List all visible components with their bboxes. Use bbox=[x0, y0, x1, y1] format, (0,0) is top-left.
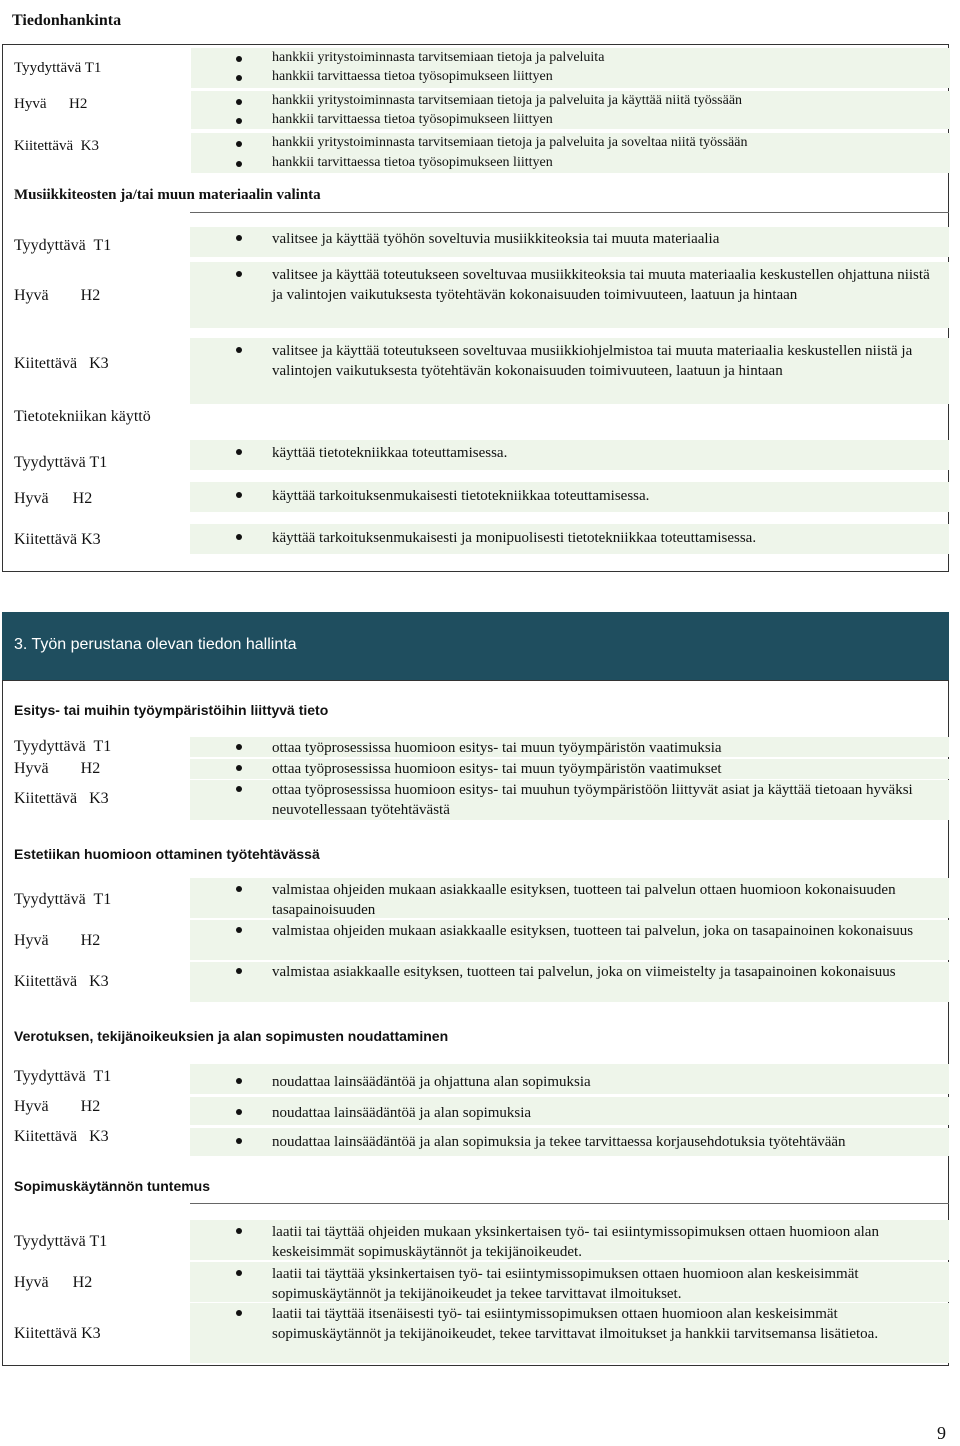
grade-label-t1: Tyydyttävä T1 bbox=[14, 454, 108, 471]
criterion-text: valmistaa ohjeiden mukaan asiakkaalle esityksen, tuotteen tai palvelun ottaen huomioon kokonaisuuden tasapainoisuuden bbox=[272, 882, 896, 918]
criterion-text: käyttää tarkoituksenmukaisesti tietotekniikkaa toteuttamisessa. bbox=[272, 488, 650, 504]
criterion-text: valitsee ja käyttää toteutukseen soveltuvaa musiikkiteoksia tai muuta materiaalia keskustellen ohjattuna niistä ja valintojen vaikutuksesta työtehtävän kokonaisuuden toimivuuteen, laatuun ja hintaan bbox=[272, 267, 930, 303]
grade-label-k3: Kiitettävä K3 bbox=[14, 790, 109, 807]
bullet-icon bbox=[236, 347, 242, 353]
bullet-icon bbox=[236, 968, 242, 974]
criterion-text: valmistaa ohjeiden mukaan asiakkaalle esityksen, tuotteen tai palvelun, joka on tasapainoinen kokonaisuus bbox=[272, 923, 914, 939]
bullet-icon bbox=[236, 1109, 242, 1115]
grade-label-t1: Tyydyttävä T1 bbox=[14, 738, 112, 755]
criterion-text: hankkii tarvittaessa tietoa työsopimukseen liittyen bbox=[272, 69, 553, 84]
section-title-verotus: Verotuksen, tekijänoikeuksien ja alan sopimusten noudattaminen bbox=[14, 1028, 449, 1044]
grade-label-k3: Kiitettävä K3 bbox=[14, 973, 109, 990]
grade-label-t1: Tyydyttävä T1 bbox=[14, 237, 112, 254]
grade-label-t1: Tyydyttävä T1 bbox=[14, 60, 102, 76]
grade-label-t1: Tyydyttävä T1 bbox=[14, 1068, 112, 1085]
criterion-text: noudattaa lainsäädäntöä ja ohjattuna alan sopimuksia bbox=[272, 1074, 591, 1090]
bullet-icon bbox=[236, 534, 242, 540]
grade-label-k3: Kiitettävä K3 bbox=[14, 1325, 101, 1342]
bullet-icon bbox=[236, 141, 242, 147]
bullet-icon bbox=[236, 1078, 242, 1084]
section-title-musiikkiteosten: Musiikkiteosten ja/tai muun materiaalin valinta bbox=[14, 187, 321, 203]
criterion-text: hankkii tarvittaessa tietoa työsopimukseen liittyen bbox=[272, 155, 553, 170]
grade-label-k3: Kiitettävä K3 bbox=[14, 531, 101, 548]
criterion-text: laatii tai täyttää itsenäisesti työ- tai esiintymissopimuksen ottaen huomioon alan keskeisimmät sopimuskäytännöt ja tekijänoikeudet, tekee tarvittavat ilmoitukset ja hankkii tarvitsemansa lisätietoa. bbox=[272, 1306, 879, 1342]
criterion-text: noudattaa lainsäädäntöä ja alan sopimuksia bbox=[272, 1105, 532, 1121]
grade-label-k3: Kiitettävä K3 bbox=[14, 1128, 109, 1145]
criterion-text: valitsee ja käyttää toteutukseen soveltuvaa musiikkiohjelmistoa tai muuta materiaalia keskustellen niistä ja valintojen vaikutuksesta työtehtävän kokonaisuuden toimivuuteen, laatuun ja hintaan bbox=[272, 343, 913, 379]
grade-label-h2: Hyvä H2 bbox=[14, 1098, 101, 1115]
grade-label-t1: Tyydyttävä T1 bbox=[14, 1233, 108, 1250]
grade-label-h2: Hyvä H2 bbox=[14, 96, 88, 112]
grade-label-t1: Tyydyttävä T1 bbox=[14, 891, 112, 908]
section-title-tiedonhankinta: Tiedonhankinta bbox=[12, 12, 122, 29]
section-title-esitys: Esitys- tai muihin työympäristöihin liittyvä tieto bbox=[14, 702, 329, 718]
criterion-text: käyttää tarkoituksenmukaisesti ja monipuolisesti tietotekniikkaa toteuttamisessa. bbox=[272, 530, 757, 546]
bullet-icon bbox=[236, 56, 242, 62]
section-banner bbox=[2, 612, 949, 680]
criterion-text: hankkii yritystoiminnasta tarvitsemiaan tietoja ja palveluita ja soveltaa niitä työssään bbox=[272, 135, 748, 150]
criterion-text: hankkii yritystoiminnasta tarvitsemiaan tietoja ja palveluita bbox=[272, 50, 605, 65]
criterion-text: valmistaa asiakkaalle esityksen, tuotteen tai palvelun, joka on viimeistelty ja tasapainoinen kokonaisuus bbox=[272, 964, 896, 980]
criterion-text: hankkii tarvittaessa tietoa työsopimukseen liittyen bbox=[272, 112, 553, 127]
section-title-tietotekniikka: Tietotekniikan käyttö bbox=[14, 408, 151, 425]
grade-label-k3: Kiitettävä K3 bbox=[14, 355, 109, 372]
bullet-icon bbox=[236, 161, 242, 167]
criterion-text: valitsee ja käyttää työhön soveltuvia musiikkiteoksia tai muuta materiaalia bbox=[272, 231, 720, 247]
criterion-text: noudattaa lainsäädäntöä ja alan sopimuksia ja tekee tarvittaessa korjausehdotuksia työtehtävään bbox=[272, 1134, 846, 1150]
criterion-text: ottaa työprosessissa huomioon esitys- tai muuhun työympäristöön liittyvät asiat ja käyttää tietoaan hyväksi neuvotellessaan työtehtävästä bbox=[272, 782, 913, 818]
grade-label-h2: Hyvä H2 bbox=[14, 1274, 93, 1291]
bullet-icon bbox=[236, 271, 242, 277]
criterion-text: laatii tai täyttää yksinkertaisen työ- tai esiintymissopimuksen ottaen huomioon alan keskeisimmät sopimuskäytännöt ja tekijänoikeudet ja tekee tarvittavat ilmoitukset. bbox=[272, 1266, 859, 1302]
page-number: 9 bbox=[937, 1423, 946, 1443]
bullet-icon bbox=[236, 786, 242, 792]
grade-label-h2: Hyvä H2 bbox=[14, 932, 101, 949]
bullet-icon bbox=[236, 744, 242, 750]
grade-label-h2: Hyvä H2 bbox=[14, 490, 93, 507]
bullet-icon bbox=[236, 235, 242, 241]
bullet-icon bbox=[236, 118, 242, 124]
bullet-icon bbox=[236, 492, 242, 498]
bullet-icon bbox=[236, 1138, 242, 1144]
bullet-icon bbox=[236, 927, 242, 933]
bullet-icon bbox=[236, 449, 242, 455]
bullet-icon bbox=[236, 765, 242, 771]
criterion-text: käyttää tietotekniikkaa toteuttamisessa. bbox=[272, 445, 508, 461]
grade-label-h2: Hyvä H2 bbox=[14, 760, 101, 777]
grade-label-h2: Hyvä H2 bbox=[14, 287, 101, 304]
grade-label-k3: Kiitettävä K3 bbox=[14, 138, 99, 154]
bullet-icon bbox=[236, 1270, 242, 1276]
section-title-estetiikka: Estetiikan huomioon ottaminen työtehtävässä bbox=[14, 846, 320, 862]
divider bbox=[190, 1203, 949, 1204]
criterion-text: ottaa työprosessissa huomioon esitys- tai muun työympäristön vaatimuksia bbox=[272, 740, 722, 756]
bullet-icon bbox=[236, 1228, 242, 1234]
bullet-icon bbox=[236, 1310, 242, 1316]
criterion-text: hankkii yritystoiminnasta tarvitsemiaan tietoja ja palveluita ja käyttää niitä työssään bbox=[272, 93, 743, 108]
bullet-icon bbox=[236, 886, 242, 892]
criterion-text: laatii tai täyttää ohjeiden mukaan yksinkertaisen työ- tai esiintymissopimuksen ottaen huomioon alan keskeisimmät sopimuskäytännöt ja tekijänoikeudet. bbox=[272, 1224, 879, 1260]
section-title-sopimus: Sopimuskäytännön tuntemus bbox=[14, 1178, 211, 1194]
banner-title: 3. Työn perustana olevan tiedon hallinta bbox=[14, 636, 297, 653]
divider bbox=[190, 212, 949, 213]
bullet-icon bbox=[236, 99, 242, 105]
bullet-icon bbox=[236, 75, 242, 81]
criterion-text: ottaa työprosessissa huomioon esitys- tai muun työympäristön vaatimukset bbox=[272, 761, 722, 777]
